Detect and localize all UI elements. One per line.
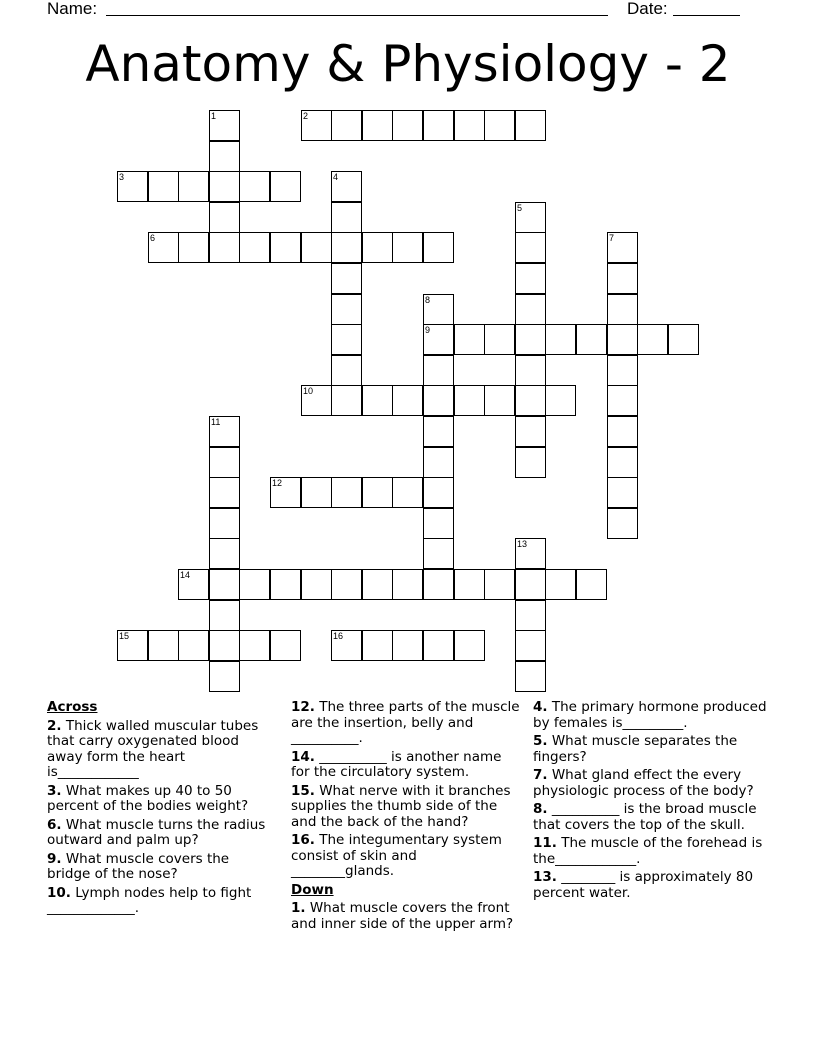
crossword-cell[interactable] — [515, 202, 546, 233]
crossword-cell[interactable] — [607, 355, 638, 386]
crossword-cell[interactable] — [515, 569, 546, 600]
clue-item — [47, 719, 272, 781]
crossword-cell[interactable] — [423, 477, 454, 508]
crossword-cell[interactable] — [270, 569, 301, 600]
clue-number: 10. — [47, 884, 71, 901]
crossword-cell[interactable] — [270, 232, 301, 263]
crossword-cell[interactable] — [392, 477, 423, 508]
crossword-cell[interactable] — [209, 171, 240, 202]
clues-column-1 — [47, 700, 272, 920]
clue-number: 8 — [425, 295, 431, 305]
crossword-cell[interactable] — [331, 110, 362, 141]
crossword-cell[interactable] — [423, 416, 454, 447]
clue-number: 3 — [119, 172, 125, 182]
clue-item — [47, 886, 272, 917]
crossword-cell[interactable] — [607, 232, 638, 263]
crossword-cell[interactable] — [178, 171, 209, 202]
crossword-cell[interactable] — [607, 263, 638, 294]
clue-number: 5 — [517, 203, 523, 213]
crossword-cell[interactable] — [239, 569, 270, 600]
crossword-cell[interactable] — [515, 385, 546, 416]
clue-number: 15 — [119, 631, 130, 641]
crossword-cell[interactable] — [209, 569, 240, 600]
down-clue-list-continued — [533, 700, 773, 901]
clue-number: 9. — [47, 850, 62, 867]
crossword-cell[interactable] — [362, 630, 393, 661]
header — [0, 0, 816, 20]
clue-item — [47, 852, 272, 883]
clue-item — [533, 836, 773, 867]
crossword-cell[interactable] — [423, 110, 454, 141]
clue-text: What nerve with it branches supplies the thumb side of the and the back of the hand? — [291, 782, 511, 830]
crossword-cell[interactable] — [301, 385, 332, 416]
clue-item — [291, 901, 523, 932]
crossword-cell[interactable] — [515, 355, 546, 386]
crossword-cell[interactable] — [637, 324, 668, 355]
crossword-cell[interactable] — [270, 477, 301, 508]
crossword-cell[interactable] — [301, 232, 332, 263]
clue-number: 16. — [291, 832, 315, 848]
clue-text: What makes up 40 to 50 percent of the bodies weight? — [47, 782, 249, 814]
crossword-cell[interactable] — [423, 508, 454, 539]
clue-item — [533, 870, 773, 901]
crossword-cell[interactable] — [209, 447, 240, 478]
crossword-cell[interactable] — [423, 569, 454, 600]
crossword-cell[interactable] — [423, 385, 454, 416]
clue-item — [533, 802, 773, 833]
crossword-cell[interactable] — [607, 447, 638, 478]
across-clue-list-continued — [291, 700, 523, 880]
crossword-cell[interactable] — [117, 171, 148, 202]
clue-number: 13. — [533, 869, 557, 885]
crossword-cell[interactable] — [515, 294, 546, 325]
crossword-cell[interactable] — [392, 385, 423, 416]
crossword-cell[interactable] — [515, 263, 546, 294]
clue-item — [291, 833, 523, 880]
crossword-cell[interactable] — [607, 385, 638, 416]
crossword-cell[interactable] — [148, 630, 179, 661]
page-title: Anatomy & Physiology - 2 — [85, 35, 731, 93]
clue-number: 8. — [533, 801, 548, 817]
crossword-cell[interactable] — [423, 232, 454, 263]
date-field[interactable] — [673, 15, 740, 16]
crossword-cell[interactable] — [515, 600, 546, 631]
clue-number: 4 — [333, 172, 339, 182]
crossword-cell[interactable] — [209, 600, 240, 631]
clue-text: What muscle covers the front and inner side of the upper arm? — [291, 900, 514, 932]
crossword-cell[interactable] — [209, 661, 240, 692]
clue-number: 6 — [150, 233, 156, 243]
crossword-cell[interactable] — [423, 324, 454, 355]
clue-text: What gland effect the every physiologic process of the body? — [533, 767, 754, 799]
crossword-cell[interactable] — [331, 385, 362, 416]
clue-number: 11. — [533, 835, 557, 851]
crossword-cell[interactable] — [331, 477, 362, 508]
crossword-cell[interactable] — [148, 171, 179, 202]
clue-number: 1. — [291, 900, 306, 916]
crossword-cell[interactable] — [423, 294, 454, 325]
clue-number: 12 — [272, 478, 283, 488]
clue-text: The integumentary system consist of skin and ________glands. — [291, 832, 502, 879]
clue-text: What muscle separates the fingers? — [533, 733, 738, 765]
crossword-cell[interactable] — [362, 569, 393, 600]
date-label: Date: — [627, 0, 668, 18]
crossword-cell[interactable] — [576, 324, 607, 355]
crossword-cell[interactable] — [362, 385, 393, 416]
clue-item — [47, 784, 272, 815]
crossword-cell[interactable] — [301, 569, 332, 600]
crossword-cell[interactable] — [270, 630, 301, 661]
crossword-cell[interactable] — [423, 447, 454, 478]
clue-text: The muscle of the forehead is the____________. — [533, 835, 763, 867]
crossword-cell[interactable] — [484, 569, 515, 600]
crossword-cell[interactable] — [301, 110, 332, 141]
crossword-cell[interactable] — [515, 538, 546, 569]
crossword-cell[interactable] — [484, 110, 515, 141]
crossword-cell[interactable] — [454, 324, 485, 355]
crossword-cell[interactable] — [331, 569, 362, 600]
crossword-cell[interactable] — [331, 202, 362, 233]
clue-text: Thick walled muscular tubes that carry oxygenated blood away form the heart is____________ — [47, 717, 259, 780]
crossword-cell[interactable] — [209, 630, 240, 661]
crossword-cell[interactable] — [545, 385, 576, 416]
crossword-cell[interactable] — [362, 477, 393, 508]
clue-number: 2 — [303, 111, 309, 121]
clue-number: 16 — [333, 631, 344, 641]
clue-number: 14. — [291, 748, 315, 765]
crossword-cell[interactable] — [545, 569, 576, 600]
crossword-cell[interactable] — [362, 110, 393, 141]
crossword-cell[interactable] — [607, 416, 638, 447]
down-heading: Down — [291, 881, 334, 898]
crossword-cell[interactable] — [454, 110, 485, 141]
crossword-cell[interactable] — [209, 110, 240, 141]
clue-text: What muscle covers the bridge of the nose? — [47, 850, 230, 882]
clue-number: 11 — [211, 417, 221, 427]
crossword-cell[interactable] — [209, 416, 240, 447]
crossword-cell[interactable] — [607, 508, 638, 539]
clue-number: 12. — [291, 699, 315, 715]
crossword-cell[interactable] — [515, 630, 546, 661]
clues-column-3 — [533, 700, 773, 904]
clue-text: The primary hormone produced by females is_________. — [533, 699, 767, 731]
crossword-cell[interactable] — [576, 569, 607, 600]
crossword-cell[interactable] — [178, 569, 209, 600]
crossword-cell[interactable] — [607, 324, 638, 355]
clue-item — [291, 784, 523, 831]
clue-number: 15. — [291, 782, 315, 799]
clue-number: 7. — [533, 767, 548, 783]
crossword-cell[interactable] — [270, 171, 301, 202]
crossword-cell[interactable] — [515, 661, 546, 692]
crossword-cell[interactable] — [331, 630, 362, 661]
clue-item — [533, 768, 773, 799]
crossword-cell[interactable] — [515, 324, 546, 355]
crossword-cell[interactable] — [209, 141, 240, 172]
crossword-cell[interactable] — [484, 385, 515, 416]
crossword-cell[interactable] — [239, 232, 270, 263]
clue-number: 6. — [47, 816, 62, 833]
crossword-cell[interactable] — [454, 630, 485, 661]
crossword-cell[interactable] — [331, 171, 362, 202]
across-clue-list — [47, 719, 272, 917]
crossword-cell[interactable] — [209, 202, 240, 233]
crossword-cell[interactable] — [454, 385, 485, 416]
clue-item — [291, 700, 523, 747]
crossword-cell[interactable] — [331, 263, 362, 294]
crossword-cell[interactable] — [545, 324, 576, 355]
clue-item — [533, 700, 773, 731]
crossword-cell[interactable] — [209, 538, 240, 569]
crossword-cell[interactable] — [301, 477, 332, 508]
clue-text: __________ is another name for the circulatory system. — [291, 748, 502, 780]
crossword-cell[interactable] — [607, 477, 638, 508]
across-heading: Across — [47, 699, 98, 715]
clue-item — [291, 750, 523, 781]
name-field[interactable] — [106, 15, 608, 16]
crossword-cell[interactable] — [392, 232, 423, 263]
clue-text: The three parts of the muscle are the insertion, belly and __________. — [291, 699, 520, 746]
crossword-cell[interactable] — [117, 630, 148, 661]
crossword-cell[interactable] — [148, 232, 179, 263]
crossword-cell[interactable] — [484, 324, 515, 355]
clue-number: 2. — [47, 717, 62, 734]
crossword-cell[interactable] — [209, 508, 240, 539]
crossword-cell[interactable] — [178, 232, 209, 263]
crossword-cell[interactable] — [668, 324, 699, 355]
clue-text: ________ is approximately 80 percent water. — [533, 869, 754, 901]
name-label: Name: — [47, 0, 98, 18]
crossword-cell[interactable] — [423, 630, 454, 661]
crossword-cell[interactable] — [423, 355, 454, 386]
crossword-cell[interactable] — [331, 232, 362, 263]
clue-text: Lymph nodes help to fight _____________. — [47, 884, 252, 916]
clue-text: __________ is the broad muscle that covers the top of the skull. — [533, 801, 757, 833]
crossword-cell[interactable] — [515, 416, 546, 447]
crossword-cell[interactable] — [239, 630, 270, 661]
crossword-cell[interactable] — [423, 538, 454, 569]
crossword-cell[interactable] — [607, 294, 638, 325]
clue-number: 7 — [609, 233, 615, 243]
crossword-cell[interactable] — [392, 630, 423, 661]
clue-number: 3. — [47, 782, 62, 799]
crossword-cell[interactable] — [515, 232, 546, 263]
crossword-cell[interactable] — [362, 232, 393, 263]
clues-column-2 — [291, 700, 523, 935]
crossword-cell[interactable] — [178, 630, 209, 661]
clue-number: 9 — [425, 325, 431, 335]
clue-number: 5. — [533, 733, 548, 749]
clue-text: What muscle turns the radius outward and palm up? — [47, 816, 266, 848]
clue-number: 13 — [517, 539, 528, 549]
clue-number: 4. — [533, 699, 548, 715]
crossword-cell[interactable] — [331, 324, 362, 355]
clue-item — [533, 734, 773, 765]
clue-number: 10 — [303, 386, 314, 396]
crossword-cell[interactable] — [331, 294, 362, 325]
down-clue-list — [291, 901, 523, 932]
clue-item — [47, 818, 272, 849]
crossword-cell[interactable] — [239, 171, 270, 202]
crossword-cell[interactable] — [209, 477, 240, 508]
crossword-cell[interactable] — [209, 232, 240, 263]
crossword-cell[interactable] — [454, 569, 485, 600]
crossword-cell[interactable] — [392, 110, 423, 141]
crossword-cell[interactable] — [515, 447, 546, 478]
crossword-cell[interactable] — [515, 110, 546, 141]
crossword-cell[interactable] — [392, 569, 423, 600]
clue-number: 1 — [211, 111, 217, 121]
crossword-cell[interactable] — [331, 355, 362, 386]
clue-number: 14 — [180, 570, 191, 580]
